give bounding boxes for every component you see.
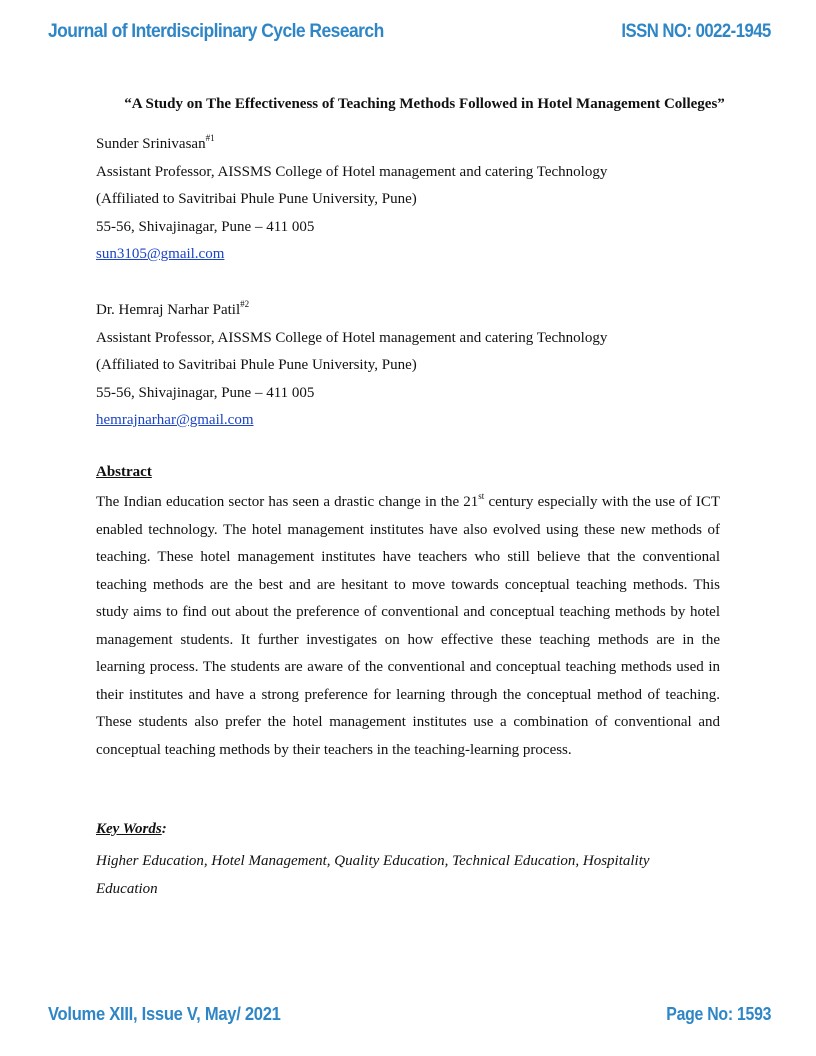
keywords-colon: :	[161, 821, 167, 837]
page-footer	[0, 1004, 816, 1034]
abstract-body	[96, 489, 720, 764]
abstract-text-rest: century especially with the use of ICT enabled technology. The hotel management institutes have also evolved using these new methods of teaching. These hotel management institutes have teachers who still believe that the conventional teaching methods are the best and are hesitant to move towards conceptual teaching methods. This study aims to find out about the preference of conventional and conceptual teaching methods by hotel management students. It further investigates on how effective these teaching methods are in the learning process. The students are aware of the conventional and conceptual teaching methods used in their institutes and have a strong preference for learning through the conceptual method of teaching. These students also prefer the hotel management institutes use a combination of conventional and conceptual teaching methods by their teachers in the teaching-learning process.	[96, 494, 720, 758]
author-2-affiliation: (Affiliated to Savitribai Phule Pune University, Pune)	[96, 357, 417, 373]
author-2-address: 55-56, Shivajinagar, Pune – 411 005	[96, 384, 315, 401]
author-2-position: Assistant Professor, AISSMS College of Hotel management and catering Technology	[96, 329, 608, 346]
issn-number: ISSN NO: 0022-1945	[621, 21, 771, 42]
author-mark: #1	[205, 133, 215, 143]
abstract-superscript: st	[478, 491, 485, 501]
keywords-list: Higher Education, Hotel Management, Quality Education, Technical Education, Hospitality Education	[96, 853, 650, 897]
journal-name: Journal of Interdisciplinary Cycle Research	[48, 21, 384, 42]
abstract-text-start: The Indian education sector has seen a drastic change in the 21	[96, 494, 479, 510]
page-header	[0, 21, 816, 51]
author-2-email-link[interactable]: hemrajnarhar@gmail.com	[96, 412, 254, 428]
paper-title: “A Study on The Effectiveness of Teaching Methods Followed in Hotel Management Colleges”	[124, 96, 725, 112]
author-mark: #2	[240, 299, 250, 309]
author-name: Dr. Hemraj Narhar Patil	[96, 302, 241, 318]
author-1-position: Assistant Professor, AISSMS College of Hotel management and catering Technology	[96, 163, 608, 180]
author-1-email-link[interactable]: sun3105@gmail.com	[96, 246, 225, 262]
page-number: Page No: 1593	[666, 1004, 771, 1024]
keywords-heading	[96, 821, 167, 838]
author-2	[96, 297, 736, 435]
keywords-heading-label: Key Words	[96, 821, 162, 837]
author-1-name	[96, 131, 736, 159]
author-name: Sunder Srinivasan	[96, 136, 206, 152]
abstract-heading: Abstract	[96, 464, 152, 480]
author-1-address: 55-56, Shivajinagar, Pune – 411 005	[96, 218, 315, 235]
author-1	[96, 131, 736, 269]
author-1-affiliation: (Affiliated to Savitribai Phule Pune University, Pune)	[96, 191, 417, 207]
volume-issue: Volume XIII, Issue V, May/ 2021	[48, 1004, 281, 1024]
author-2-name	[96, 297, 736, 325]
